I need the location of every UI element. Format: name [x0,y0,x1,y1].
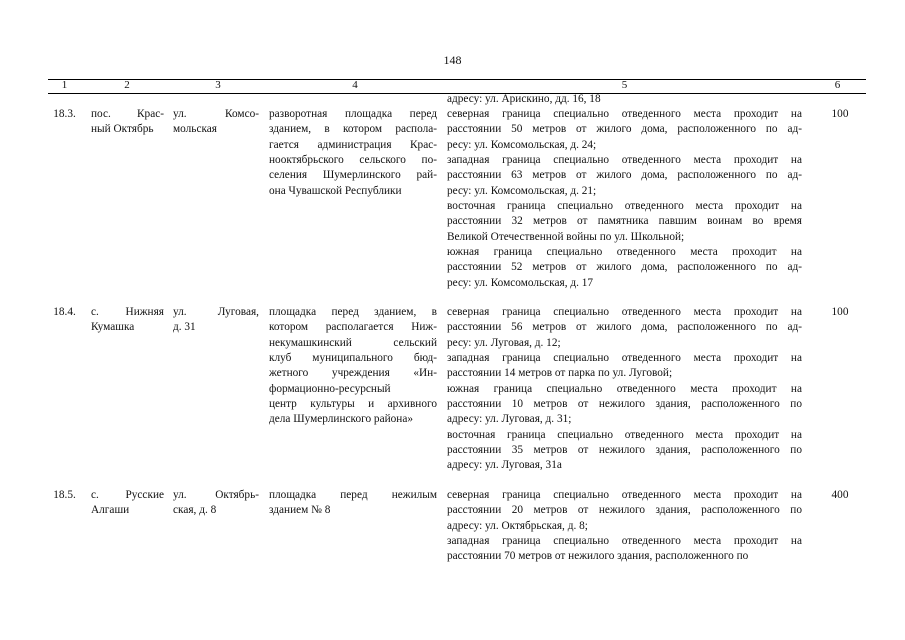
header-col-3: 3 [215,79,221,91]
bounds-line: адресу: ул. Луговая, д. 31; [447,413,572,426]
cell-place [269,488,437,519]
bounds-line: расстоянии 35 метров от нежилого здания, расположенного по [447,444,802,457]
bounds-line: расстоянии 70 метров от нежилого здания, расположенного по [447,550,749,563]
bounds-line: расстоянии 50 метров от жилого дома, расположенного по ад- [447,123,802,136]
settlement-line: с. Нижняя [91,306,164,318]
place-line: котором располагается Ниж- [269,321,437,334]
num-line: 18.5. [53,489,76,501]
area-line: 100 [831,108,849,120]
bounds-line: восточная граница специально отведенного места проходит на [447,428,802,441]
place-line: зданием № 8 [269,504,331,517]
area-line: 400 [831,489,849,501]
cell-place [269,305,437,428]
header-col-6: 6 [834,79,841,91]
bounds-line: ресу: ул. Луговая, д. 12; [447,336,561,349]
cell-street [173,488,259,519]
bounds-line: адресу: ул. Октябрьская, д. 8; [447,519,588,532]
street-line: ул. Октябрь- [173,489,259,501]
cell-bounds [447,107,802,291]
bounds-line: западная граница специально отведенного места проходит на [447,154,802,167]
cell-street [173,305,259,336]
settlement-line: Алгаши [91,504,130,517]
cell-num [48,305,81,320]
cell-settlement [91,488,164,519]
carryover-text: адресу: ул. Арискино, дд. 16, 18 [447,93,601,105]
header-col-1: 1 [61,79,68,91]
bounds-line: южная граница специально отведенного места проходит на [447,246,802,259]
cell-area [815,488,865,503]
page-number: 148 [443,53,462,67]
place-line: она Чувашской Республики [269,184,402,197]
bounds-line: расстоянии 20 метров от нежилого здания, расположенного по [447,504,802,517]
place-line: некумашкинский сельский [269,336,437,349]
bounds-line: расстоянии 32 метров от памятника павшим воинам во время [447,215,802,228]
bounds-line: Великой Отечественной войны по ул. Школьной; [447,230,685,243]
cell-settlement [91,107,164,138]
place-line: зданием, в котором распола- [269,123,437,136]
header-col-4: 4 [352,79,358,91]
header-col-5: 5 [621,79,628,91]
cell-area [815,107,865,122]
bounds-line: ресу: ул. Комсомольская, д. 17 [447,276,594,289]
area-line: 100 [831,306,849,318]
settlement-line: пос. Крас- [91,108,164,120]
place-line: разворотная площадка перед [269,108,437,120]
place-line: дела Шумерлинского района» [269,413,413,426]
place-line: жетного учреждения «Ин- [269,367,437,380]
place-line: центр культуры и архивного [269,398,437,411]
place-line: площадка перед нежилым [269,489,437,501]
bounds-line: северная граница специально отведенного места проходит на [447,489,802,501]
street-line: д. 31 [173,321,196,334]
bounds-line: южная граница специально отведенного места проходит на [447,382,802,395]
place-line: селения Шумерлинского рай- [269,169,437,182]
place-line: гается администрация Крас- [269,138,437,151]
cell-bounds [447,488,802,565]
street-line: ул. Луговая, [173,306,259,318]
bounds-line: северная граница специально отведенного места проходит на [447,108,802,120]
cell-num [48,107,81,122]
bounds-line: расстоянии 63 метров от жилого дома, расположенного по ад- [447,169,802,182]
place-line: формационно-ресурсный [269,382,391,395]
cell-area [815,305,865,320]
cell-place [269,107,437,199]
bounds-line: ресу: ул. Комсомольская, д. 24; [447,138,597,151]
bounds-line: расстоянии 14 метров от парка по ул. Луговой; [447,367,673,380]
bounds-line: ресу: ул. Комсомольская, д. 21; [447,184,597,197]
settlement-line: ный Октябрь [91,123,154,136]
cell-street [173,107,259,138]
cell-bounds [447,305,802,474]
bounds-line: западная граница специально отведенного места проходит на [447,535,802,548]
bounds-line: расстоянии 10 метров от нежилого здания, расположенного по [447,398,802,411]
header-col-2: 2 [124,79,130,91]
bounds-line: расстоянии 56 метров от жилого дома, расположенного по ад- [447,321,802,334]
bounds-line: восточная граница специально отведенного места проходит на [447,200,802,213]
bounds-line: западная граница специально отведенного места проходит на [447,352,802,365]
cell-num [48,488,81,503]
num-line: 18.3. [53,108,76,120]
bounds-line: адресу: ул. Луговая, 31а [447,459,562,472]
settlement-line: с. Русские [91,489,164,501]
place-line: клуб муниципального бюд- [269,352,437,365]
bounds-line: расстоянии 52 метров от жилого дома, расположенного по ад- [447,261,802,274]
street-line: ул. Комсо- [173,108,259,120]
cell-settlement [91,305,164,336]
place-line: ноoктябрьского сельского по- [269,154,437,167]
bounds-line: северная граница специально отведенного места проходит на [447,306,802,318]
settlement-line: Кумашка [91,321,135,334]
place-line: площадка перед зданием, в [269,306,437,318]
street-line: ская, д. 8 [173,504,217,517]
num-line: 18.4. [53,306,76,318]
street-line: мольская [173,123,217,136]
